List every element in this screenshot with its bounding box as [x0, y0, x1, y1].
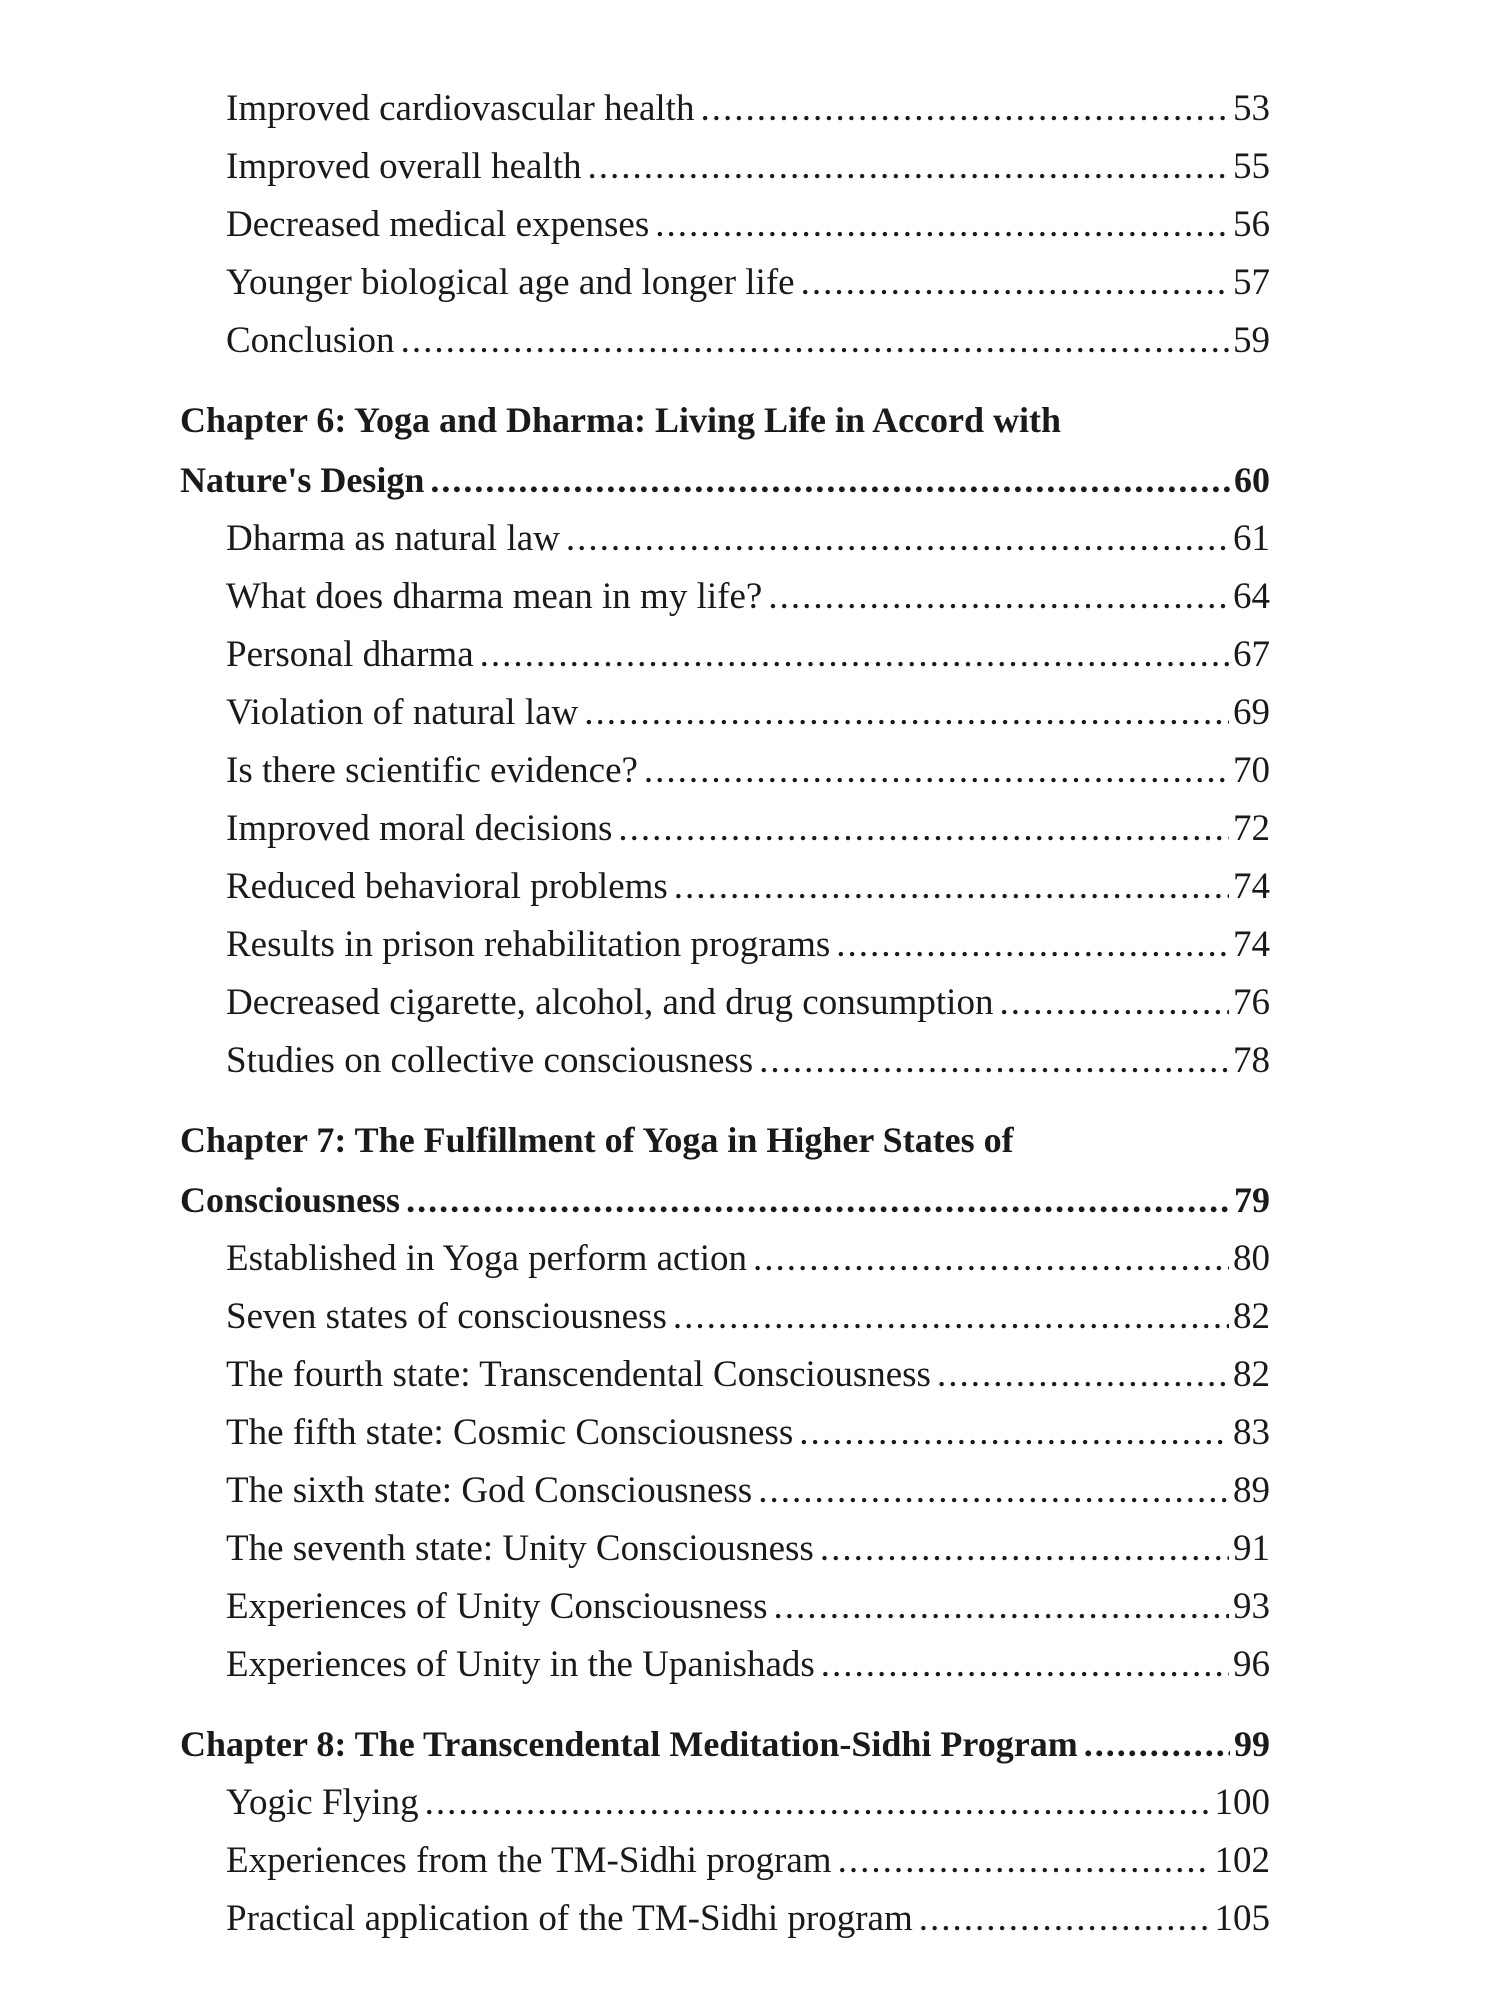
toc-entry-label: Experiences of Unity Consciousness: [226, 1586, 768, 1627]
chapter-page-number: 60: [1234, 460, 1270, 500]
toc-entry: [180, 1636, 1270, 1694]
chapter-title-line2: Nature's Design: [180, 460, 425, 500]
toc-entry-label: What does dharma mean in my life?: [226, 576, 763, 617]
dot-leader: [401, 312, 1229, 370]
toc-page-number: 57: [1233, 262, 1270, 303]
toc-page-number: 83: [1233, 1412, 1270, 1453]
toc-entry: [180, 80, 1270, 138]
toc-entry-label: Improved overall health: [226, 146, 582, 187]
toc-page-number: 72: [1233, 808, 1270, 849]
toc-entry: [180, 626, 1270, 684]
chapter-title-line2: Consciousness: [180, 1180, 401, 1220]
chapter-title: Chapter 8: The Transcendental Meditation-Sidhi Program: [180, 1724, 1078, 1764]
toc-entry-label: Is there scientific evidence?: [226, 750, 638, 791]
dot-leader: [801, 254, 1229, 312]
toc-page-number: 70: [1233, 750, 1270, 791]
dot-leader: [820, 1520, 1229, 1578]
toc-page-number: 76: [1233, 982, 1270, 1023]
toc-entry: [180, 1832, 1270, 1890]
dot-leader: [618, 800, 1229, 858]
toc-entry-label: The sixth state: God Consciousness: [226, 1470, 753, 1511]
toc-entry: [180, 510, 1270, 568]
dot-leader: [768, 568, 1229, 626]
toc-entry-label: Conclusion: [226, 320, 395, 361]
dot-leader: [799, 1404, 1229, 1462]
toc-page-number: 56: [1233, 204, 1270, 245]
toc-page-number: 100: [1214, 1782, 1270, 1823]
toc-entry: [180, 568, 1270, 626]
chapter-page-number: 99: [1234, 1724, 1270, 1764]
toc-entry: [180, 312, 1270, 370]
toc-entry-label: The fourth state: Transcendental Consciousness: [226, 1354, 931, 1395]
toc-entry: [180, 1520, 1270, 1578]
chapter-title-line1: Chapter 6: Yoga and Dharma: Living Life in Accord with: [180, 400, 1062, 440]
dot-leader: [1084, 1714, 1230, 1774]
dot-leader: [673, 1288, 1229, 1346]
toc-entry: [180, 1230, 1270, 1288]
table-of-contents: [180, 80, 1270, 1948]
dot-leader: [480, 626, 1229, 684]
dot-leader: [753, 1230, 1229, 1288]
toc-entry-label: Reduced behavioral problems: [226, 866, 668, 907]
toc-entry: [180, 1346, 1270, 1404]
toc-entry-label: Practical application of the TM-Sidhi program: [226, 1898, 913, 1939]
toc-entry-label: Violation of natural law: [226, 692, 579, 733]
chapter-7-heading-cont: [180, 1170, 1270, 1230]
toc-entry-label: Experiences of Unity in the Upanishads: [226, 1644, 815, 1685]
dot-leader: [584, 684, 1229, 742]
toc-page-number: 82: [1233, 1296, 1270, 1337]
dot-leader: [425, 1774, 1211, 1832]
dot-leader: [937, 1346, 1229, 1404]
toc-page-number: 59: [1233, 320, 1270, 361]
toc-page-number: 102: [1214, 1840, 1270, 1881]
toc-entry-label: Yogic Flying: [226, 1782, 419, 1823]
toc-page-number: 69: [1233, 692, 1270, 733]
toc-entry: [180, 254, 1270, 312]
toc-entry: [180, 1288, 1270, 1346]
toc-entry: [180, 1890, 1270, 1948]
dot-leader: [674, 858, 1229, 916]
toc-entry: [180, 1578, 1270, 1636]
toc-page-number: 78: [1233, 1040, 1270, 1081]
chapter-page-number: 79: [1234, 1180, 1270, 1220]
dot-leader: [821, 1636, 1229, 1694]
dot-leader: [838, 1832, 1211, 1890]
toc-page-number: 74: [1233, 924, 1270, 965]
toc-entry-label: Decreased medical expenses: [226, 204, 650, 245]
toc-entry: [180, 1404, 1270, 1462]
toc-entry: [180, 684, 1270, 742]
toc-page-number: 93: [1233, 1586, 1270, 1627]
toc-entry-label: Results in prison rehabilitation programs: [226, 924, 831, 965]
toc-entry-label: Decreased cigarette, alcohol, and drug consumption: [226, 982, 994, 1023]
toc-entry: [180, 742, 1270, 800]
toc-entry-label: Improved cardiovascular health: [226, 88, 695, 129]
dot-leader: [700, 80, 1229, 138]
dot-leader: [836, 916, 1229, 974]
toc-entry: [180, 1774, 1270, 1832]
toc-entry: [180, 1032, 1270, 1090]
dot-leader: [999, 974, 1229, 1032]
toc-entry-label: Established in Yoga perform action: [226, 1238, 747, 1279]
dot-leader: [759, 1032, 1229, 1090]
toc-entry: [180, 858, 1270, 916]
chapter-6-heading: [180, 390, 1270, 450]
toc-page-number: 105: [1214, 1898, 1270, 1939]
toc-entry-label: Personal dharma: [226, 634, 474, 675]
toc-page-number: 53: [1233, 88, 1270, 129]
toc-entry: [180, 800, 1270, 858]
dot-leader: [919, 1890, 1211, 1948]
toc-page-number: 67: [1233, 634, 1270, 675]
toc-page-number: 55: [1233, 146, 1270, 187]
toc-page-number: 96: [1233, 1644, 1270, 1685]
toc-page-number: 89: [1233, 1470, 1270, 1511]
toc-page-number: 82: [1233, 1354, 1270, 1395]
chapter-8-heading: [180, 1714, 1270, 1774]
toc-entry-label: Experiences from the TM-Sidhi program: [226, 1840, 832, 1881]
dot-leader: [655, 196, 1229, 254]
dot-leader: [644, 742, 1229, 800]
chapter-6-heading-cont: [180, 450, 1270, 510]
dot-leader: [566, 510, 1229, 568]
toc-page-number: 91: [1233, 1528, 1270, 1569]
toc-entry-label: The fifth state: Cosmic Consciousness: [226, 1412, 794, 1453]
toc-entry: [180, 138, 1270, 196]
dot-leader: [406, 1170, 1230, 1230]
toc-entry: [180, 1462, 1270, 1520]
dot-leader: [758, 1462, 1229, 1520]
toc-entry: [180, 974, 1270, 1032]
dot-leader: [587, 138, 1229, 196]
toc-entry: [180, 196, 1270, 254]
chapter-7-heading: [180, 1110, 1270, 1170]
toc-entry-label: Studies on collective consciousness: [226, 1040, 754, 1081]
toc-page-number: 61: [1233, 518, 1270, 559]
toc-entry-label: Younger biological age and longer life: [226, 262, 795, 303]
toc-page-number: 74: [1233, 866, 1270, 907]
toc-entry-label: Improved moral decisions: [226, 808, 613, 849]
dot-leader: [430, 450, 1230, 510]
toc-page-number: 80: [1233, 1238, 1270, 1279]
toc-entry: [180, 916, 1270, 974]
toc-entry-label: Dharma as natural law: [226, 518, 560, 559]
toc-entry-label: The seventh state: Unity Consciousness: [226, 1528, 814, 1569]
chapter-title-line1: Chapter 7: The Fulfillment of Yoga in Higher States of: [180, 1120, 1014, 1160]
toc-entry-label: Seven states of consciousness: [226, 1296, 667, 1337]
toc-page-number: 64: [1233, 576, 1270, 617]
dot-leader: [774, 1578, 1229, 1636]
